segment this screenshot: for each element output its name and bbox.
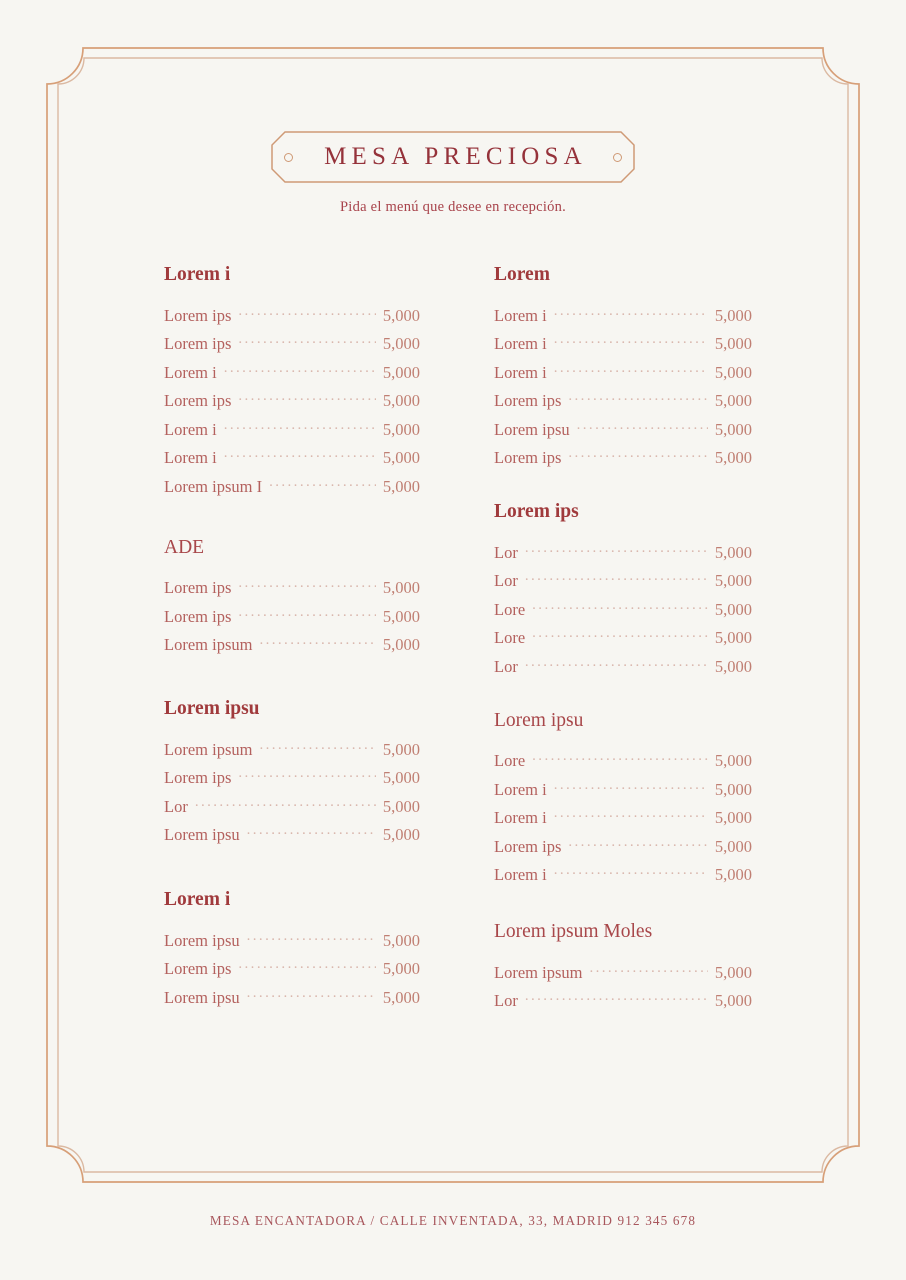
menu-column-left: [164, 265, 420, 1016]
menu-item: [164, 825, 420, 845]
dot-leader: [247, 988, 376, 1003]
dot-leader: [525, 657, 708, 672]
menu-item-name: Lore: [494, 599, 526, 619]
menu-section: [494, 502, 752, 677]
menu-item-name: Lorem ips: [164, 305, 232, 325]
menu-item-name: Lorem ips: [494, 448, 562, 467]
dot-leader: [568, 391, 708, 406]
menu-item: [494, 543, 752, 563]
dot-leader: [238, 768, 376, 783]
menu-item-price: 5,000: [714, 391, 752, 410]
menu-item-name: Lorem ips: [164, 768, 232, 787]
section-heading: Lorem: [494, 264, 550, 285]
menu-item-price: 5,000: [382, 362, 420, 382]
dot-leader: [259, 740, 375, 755]
menu-section: [164, 265, 420, 497]
menu-item-name: Lorem ips: [494, 836, 562, 856]
menu-item-price: 5,000: [382, 768, 420, 787]
circle-ornament-left: [284, 153, 293, 162]
section-heading: Lorem ipsu: [164, 698, 260, 719]
menu-item-name: Lorem ips: [164, 606, 232, 626]
menu-item-price: 5,000: [382, 391, 420, 410]
dot-leader: [259, 635, 375, 650]
menu-section: [164, 890, 420, 1008]
menu-item-name: Lor: [164, 796, 188, 816]
dot-leader: [238, 334, 376, 349]
restaurant-name: MESA PRECIOSA: [324, 143, 587, 170]
menu-item: [494, 963, 752, 983]
menu-item-price: 5,000: [382, 739, 420, 759]
section-items: [494, 751, 752, 885]
dot-leader: [247, 825, 376, 840]
menu-item-name: Lorem i: [494, 779, 547, 799]
menu-item-price: 5,000: [714, 542, 752, 562]
section-heading: Lorem ipsum Moles: [494, 921, 653, 942]
menu-item-price: 5,000: [382, 635, 420, 654]
footer-address: MESA ENCANTADORA / CALLE INVENTADA, 33, MADRID 912 345 678: [209, 1213, 697, 1228]
menu-columns: [0, 265, 906, 1165]
menu-item: [494, 420, 752, 440]
menu-header: [0, 131, 906, 216]
section-heading: Lorem ipsu: [494, 709, 584, 731]
dot-leader: [247, 931, 376, 946]
menu-item-name: Lorem i: [494, 305, 547, 325]
section-items: [494, 963, 752, 1012]
menu-item-price: 5,000: [382, 578, 420, 597]
menu-item-price: 5,000: [714, 865, 752, 884]
menu-item-name: Lor: [494, 571, 518, 590]
menu-item-price: 5,000: [714, 305, 752, 325]
menu-item-price: 5,000: [382, 305, 420, 325]
dot-leader: [269, 477, 376, 492]
menu-item-price: 5,000: [714, 362, 752, 382]
menu-item: [494, 991, 752, 1011]
menu-item: [164, 578, 420, 598]
menu-item-name: Lorem i: [494, 865, 547, 884]
menu-item: [494, 628, 752, 648]
menu-item-name: Lor: [494, 991, 518, 1010]
menu-subtitle: Pida el menú que desee en recepción.: [339, 199, 566, 215]
dot-leader: [195, 797, 376, 812]
menu-item: [494, 571, 752, 591]
menu-item-name: Lorem ipsum: [164, 635, 253, 654]
section-heading: Lorem i: [164, 264, 231, 285]
menu-item: [494, 334, 752, 354]
menu-item-price: 5,000: [382, 930, 420, 950]
menu-column-right: [494, 265, 752, 1020]
menu-item-name: Lorem i: [494, 362, 547, 382]
menu-item: [494, 448, 752, 468]
menu-item: [494, 865, 752, 885]
menu-item-price: 5,000: [382, 796, 420, 816]
dot-leader: [554, 334, 708, 349]
section-items: [494, 306, 752, 469]
menu-item: [164, 448, 420, 468]
dot-leader: [532, 628, 708, 643]
menu-item-price: 5,000: [714, 448, 752, 467]
menu-section: [494, 922, 752, 1011]
dot-leader: [238, 306, 376, 321]
dot-leader: [554, 865, 708, 880]
menu-item-price: 5,000: [714, 334, 752, 353]
dot-leader: [532, 751, 708, 766]
menu-item: [494, 363, 752, 383]
menu-item: [164, 391, 420, 411]
menu-item-price: 5,000: [714, 808, 752, 827]
menu-item: [164, 306, 420, 326]
menu-item-name: Lore: [494, 751, 526, 770]
section-items: [494, 543, 752, 677]
menu-item-price: 5,000: [382, 959, 420, 978]
menu-item: [494, 808, 752, 828]
menu-item: [494, 780, 752, 800]
menu-item: [164, 768, 420, 788]
dot-leader: [525, 991, 708, 1006]
menu-item-price: 5,000: [382, 987, 420, 1007]
menu-item-price: 5,000: [714, 628, 752, 647]
menu-item-name: Lorem i: [164, 362, 217, 382]
menu-item: [494, 751, 752, 771]
section-heading: Lorem ips: [494, 501, 579, 522]
section-items: [164, 306, 420, 497]
menu-item: [164, 988, 420, 1008]
section-items: [164, 578, 420, 655]
menu-item: [164, 740, 420, 760]
menu-item: [164, 363, 420, 383]
menu-item-name: Lore: [494, 628, 526, 647]
dot-leader: [224, 448, 376, 463]
menu-item-price: 5,000: [714, 779, 752, 799]
menu-item: [164, 959, 420, 979]
dot-leader: [224, 363, 376, 378]
dot-leader: [238, 959, 376, 974]
menu-item: [164, 635, 420, 655]
section-heading: ADE: [164, 536, 205, 558]
dot-leader: [525, 543, 708, 558]
menu-item-name: Lorem ips: [164, 334, 232, 353]
menu-item-name: Lorem i: [494, 808, 547, 827]
menu-item-name: Lorem i: [494, 334, 547, 353]
section-items: [164, 931, 420, 1008]
dot-leader: [554, 306, 708, 321]
dot-leader: [224, 420, 376, 435]
section-heading: Lorem i: [164, 889, 231, 910]
dot-leader: [577, 420, 708, 435]
menu-item-name: Lorem i: [164, 419, 217, 439]
menu-item: [494, 657, 752, 677]
menu-section: [164, 699, 420, 845]
dot-leader: [568, 448, 708, 463]
menu-item-price: 5,000: [714, 751, 752, 770]
menu-item: [164, 931, 420, 951]
menu-item: [164, 334, 420, 354]
menu-item-price: 5,000: [714, 599, 752, 619]
menu-item-price: 5,000: [714, 836, 752, 856]
dot-leader: [568, 837, 708, 852]
menu-item-name: Lorem ips: [164, 578, 232, 597]
menu-section: [494, 265, 752, 468]
menu-item-price: 5,000: [382, 476, 420, 496]
dot-leader: [238, 578, 376, 593]
menu-item-price: 5,000: [714, 419, 752, 439]
menu-section: [164, 538, 420, 656]
menu-item-price: 5,000: [714, 571, 752, 590]
dot-leader: [525, 571, 708, 586]
menu-item-price: 5,000: [382, 419, 420, 439]
menu-item-price: 5,000: [382, 825, 420, 844]
dot-leader: [554, 808, 708, 823]
menu-item-name: Lorem ips: [164, 391, 232, 410]
menu-section: [494, 711, 752, 886]
menu-item-name: Lor: [494, 656, 518, 676]
menu-item: [494, 306, 752, 326]
menu-item-price: 5,000: [714, 962, 752, 982]
menu-item: [494, 600, 752, 620]
dot-leader: [589, 963, 707, 978]
dot-leader: [554, 363, 708, 378]
menu-item-price: 5,000: [714, 991, 752, 1010]
menu-item-name: Lorem ipsu: [164, 987, 240, 1007]
menu-item-name: Lorem ipsum: [494, 962, 583, 982]
menu-item-name: Lorem ipsu: [164, 825, 240, 844]
dot-leader: [554, 780, 708, 795]
menu-item-price: 5,000: [382, 334, 420, 353]
menu-item-price: 5,000: [714, 656, 752, 676]
title-badge: [271, 131, 635, 183]
menu-item: [164, 420, 420, 440]
menu-item-name: Lorem i: [164, 448, 217, 467]
menu-item: [494, 837, 752, 857]
menu-item-name: Lorem ipsum I: [164, 476, 263, 496]
menu-item-name: Lorem ips: [494, 391, 562, 410]
menu-item-name: Lorem ipsum: [164, 739, 253, 759]
menu-item-name: Lor: [494, 542, 518, 562]
dot-leader: [238, 607, 376, 622]
menu-item-name: Lorem ips: [164, 959, 232, 978]
section-items: [164, 740, 420, 846]
circle-ornament-right: [613, 153, 622, 162]
menu-item-price: 5,000: [382, 606, 420, 626]
menu-item: [164, 607, 420, 627]
menu-item: [164, 797, 420, 817]
dot-leader: [532, 600, 708, 615]
menu-item-name: Lorem ipsu: [494, 419, 570, 439]
menu-item-price: 5,000: [382, 448, 420, 467]
menu-item: [164, 477, 420, 497]
menu-item-name: Lorem ipsu: [164, 930, 240, 950]
dot-leader: [238, 391, 376, 406]
menu-item: [494, 391, 752, 411]
